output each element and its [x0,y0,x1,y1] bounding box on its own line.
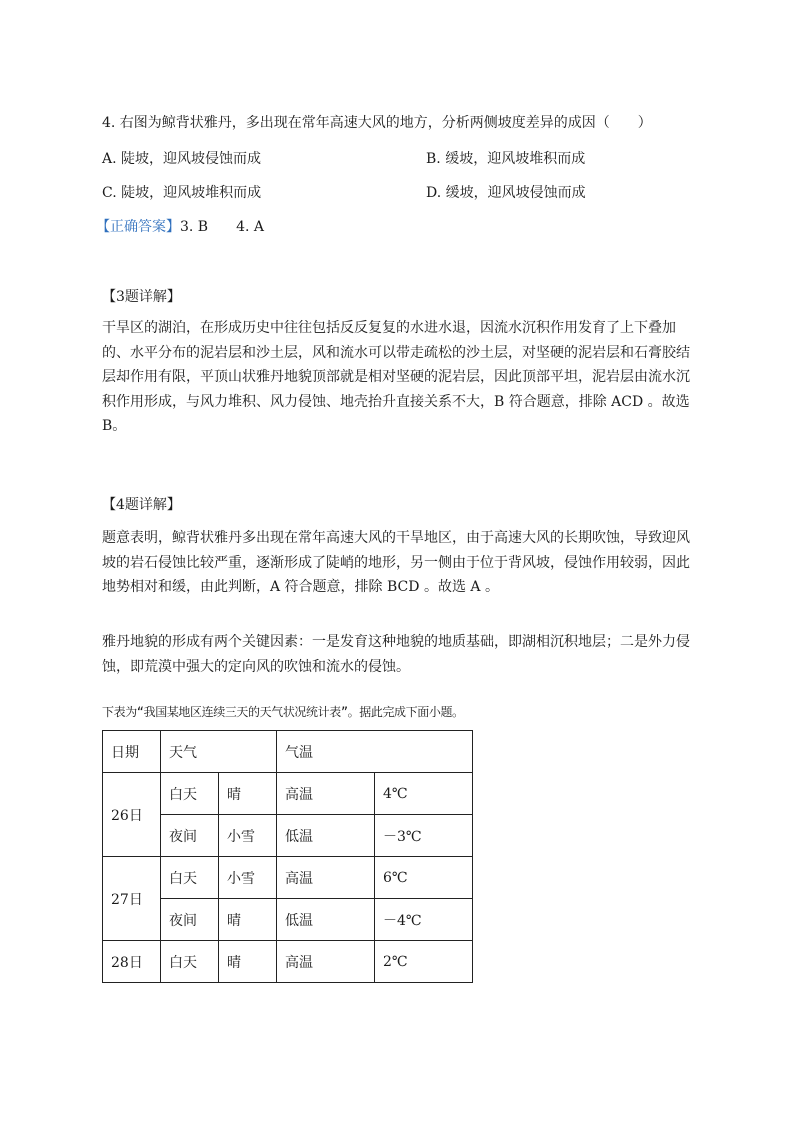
temp-label-cell: 低温 [277,815,375,857]
detail-3-title: 【3题详解】 [102,289,181,305]
weather-cell: 小雪 [219,857,277,899]
weather-table [102,730,473,983]
header-weather: 天气 [161,731,277,773]
temp-value-cell: 6℃ [375,857,473,899]
period-cell: 白天 [161,773,219,815]
header-temp: 气温 [277,731,473,773]
weather-cell: 晴 [219,899,277,941]
question-4-stem: 4. 右图为鲸背状雅丹，多出现在常年高速大风的地方，分析两侧坡度差异的成因（ ） [102,115,652,131]
table-header-row [103,731,473,773]
temp-label-cell: 高温 [277,941,375,983]
date-28: 28日 [103,941,161,983]
temp-value-cell: 4℃ [375,773,473,815]
temp-value-cell: －4℃ [375,899,473,941]
temp-value-cell: 2℃ [375,941,473,983]
detail-4-title: 【4题详解】 [102,497,181,513]
weather-cell: 小雪 [219,815,277,857]
table-row [103,941,473,983]
table-row [103,857,473,899]
table-row [103,773,473,815]
answer-line [96,218,264,236]
date-26: 26日 [103,773,161,857]
period-cell: 夜间 [161,815,219,857]
answer-text: 3. B 4. A [180,219,265,235]
date-27: 27日 [103,857,161,941]
temp-label-cell: 高温 [277,857,375,899]
weather-cell: 晴 [219,773,277,815]
option-d: D. 缓坡，迎风坡侵蚀而成 [426,185,586,201]
answer-tag: 【正确答案】 [96,219,180,235]
period-cell: 白天 [161,857,219,899]
table-caption: 下表为“我国某地区连续三天的天气状况统计表”。据此完成下面小题。 [102,705,464,719]
temp-label-cell: 低温 [277,899,375,941]
option-b: B. 缓坡，迎风坡堆积而成 [426,151,586,167]
period-cell: 夜间 [161,899,219,941]
detail-4-body: 题意表明，鲸背状雅丹多出现在常年高速大风的干旱地区，由于高速大风的长期吹蚀，导致迎风坡的岩石侵蚀比较严重，逐渐形成了陡峭的地形，另一侧由于位于背风坡，侵蚀作用较弱，因此地势相对和缓，由此判断，A 符合题意，排除 BCD 。故选 A 。 [102,530,690,595]
option-a: A. 陡坡，迎风坡侵蚀而成 [102,151,262,167]
period-cell: 白天 [161,941,219,983]
header-date: 日期 [103,731,161,773]
detail-3-body: 干旱区的湖泊，在形成历史中往往包括反反复复的水进水退，因流水沉积作用发育了上下叠加的、水平分布的泥岩层和沙土层，风和流水可以带走疏松的沙土层，对坚硬的泥岩层和石膏胶结层却作用有限，平顶山状雅丹地貌顶部就是相对坚硬的泥岩层，因此顶部平坦，泥岩层由流水沉积作用形成，与风力堆积、风力侵蚀、地壳抬升直接关系不大，B 符合题意，排除 ACD 。故选B。 [102,320,690,434]
option-c: C. 陡坡，迎风坡堆积而成 [102,185,262,201]
temp-value-cell: －3℃ [375,815,473,857]
detail-4-extra: 雅丹地貌的形成有两个关键因素：一是发育这种地貌的地质基础，即湖相沉积地层；二是外力侵蚀，即荒漠中强大的定向风的吹蚀和流水的侵蚀。 [102,634,690,675]
temp-label-cell: 高温 [277,773,375,815]
weather-cell: 晴 [219,941,277,983]
